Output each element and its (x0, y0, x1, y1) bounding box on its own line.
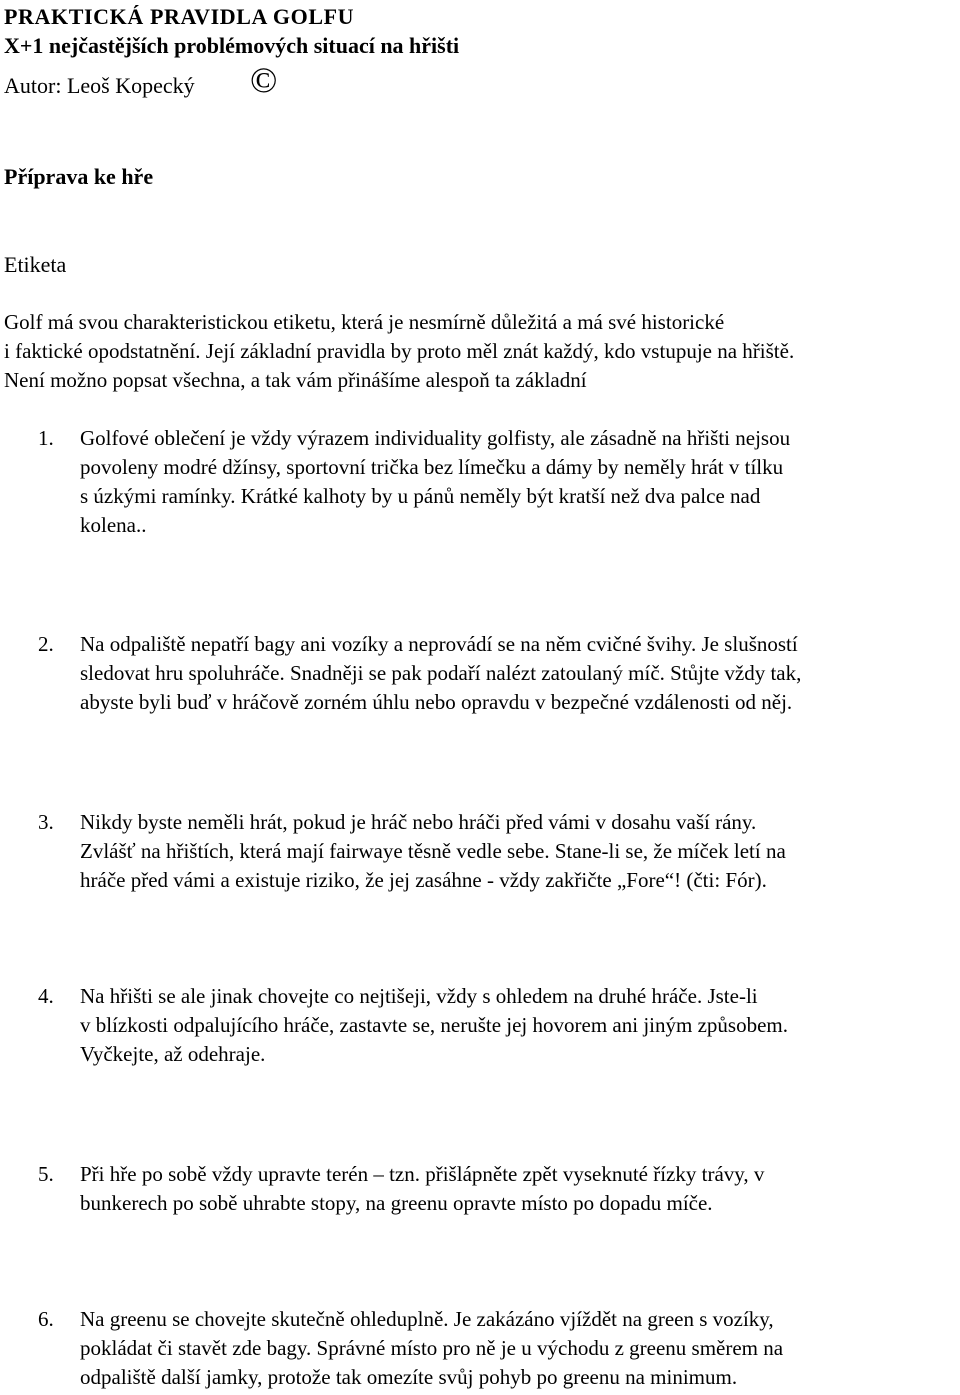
list-item-text (80, 630, 956, 717)
list-item-number: 6. (38, 1307, 54, 1331)
list-item-number: 4. (38, 984, 54, 1008)
list-item-line: hráče před vámi a existuje riziko, že jej zasáhne - vždy zakřičte „Fore“! (čti: Fór). (80, 868, 767, 892)
intro-paragraph (4, 308, 954, 395)
list-item-line: Na greenu se chovejte skutečně ohleduplně. Je zakázáno vjíždět na green s vozíky, (80, 1307, 774, 1331)
list-item-text (80, 982, 956, 1069)
intro-line: Není možno popsat všechna, a tak vám přinášíme alespoň ta základní (4, 368, 587, 392)
list-item-line: Vyčkejte, až odehraje. (80, 1042, 266, 1066)
author-line: Autor: Leoš Kopecký (4, 73, 195, 98)
list-item-text (80, 808, 956, 895)
list-item-text (80, 424, 956, 540)
document-title: PRAKTICKÁ PRAVIDLA GOLFU (4, 4, 355, 29)
list-item-line: kolena.. (80, 513, 147, 537)
subheading-etiketa: Etiketa (4, 252, 67, 277)
list-item-line: Na odpaliště nepatří bagy ani vozíky a neprovádí se na něm cvičné švihy. Je slušností (80, 632, 798, 656)
list-item-number: 1. (38, 426, 54, 450)
list-item-line: Na hřišti se ale jinak chovejte co nejtišeji, vždy s ohledem na druhé hráče. Jste-li (80, 984, 758, 1008)
list-item-line: Zvlášť na hřištích, která mají fairwaye těsně vedle sebe. Stane-li se, že míček letí na (80, 839, 786, 863)
list-item-line: povoleny modré džínsy, sportovní trička bez límečku a dámy by neměly hrát v tílku (80, 455, 784, 479)
list-item-number: 5. (38, 1162, 54, 1186)
list-item-line: abyste byli buď v hráčově zorném úhlu nebo opravdu v bezpečné vzdálenosti od něj. (80, 690, 793, 714)
list-item-number: 3. (38, 810, 54, 834)
list-item-line: Golfové oblečení je vždy výrazem individuality golfisty, ale zásadně na hřišti nejsou (80, 426, 791, 450)
intro-line: Golf má svou charakteristickou etiketu, která je nesmírně důležitá a má své historické (4, 310, 725, 334)
list-item-line: odpaliště další jamky, protože tak omezíte svůj pohyb po greenu na minimum. (80, 1365, 738, 1389)
list-item-line: Nikdy byste neměli hrát, pokud je hráč nebo hráči před vámi v dosahu vaší rány. (80, 810, 757, 834)
list-item-line: pokládat či stavět zde bagy. Správné místo pro ně je u východu z greenu směrem na (80, 1336, 784, 1360)
copyright-symbol: © (250, 60, 278, 100)
intro-line: i faktické opodstatnění. Její základní pravidla by proto měl znát každý, kdo vstupuje na hřiště. (4, 339, 795, 363)
list-item-line: bunkerech po sobě uhrabte stopy, na greenu opravte místo po dopadu míče. (80, 1191, 713, 1215)
list-item-line: s úzkými ramínky. Krátké kalhoty by u pánů neměly být kratší než dva palce nad (80, 484, 761, 508)
list-item-line: Při hře po sobě vždy upravte terén – tzn. přišlápněte zpět vyseknuté řízky trávy, v (80, 1162, 765, 1186)
list-item-number: 2. (38, 632, 54, 656)
document-subtitle: X+1 nejčastějších problémových situací na hřišti (4, 33, 460, 58)
section-heading: Příprava ke hře (4, 164, 154, 189)
list-item-text (80, 1305, 956, 1392)
list-item-line: sledovat hru spoluhráče. Snadněji se pak podaří nalézt zatoulaný míč. Stůjte vždy tak, (80, 661, 802, 685)
list-item-line: v blízkosti odpalujícího hráče, zastavte se, nerušte jej hovorem ani jiným způsobem. (80, 1013, 788, 1037)
list-item-text (80, 1160, 956, 1218)
